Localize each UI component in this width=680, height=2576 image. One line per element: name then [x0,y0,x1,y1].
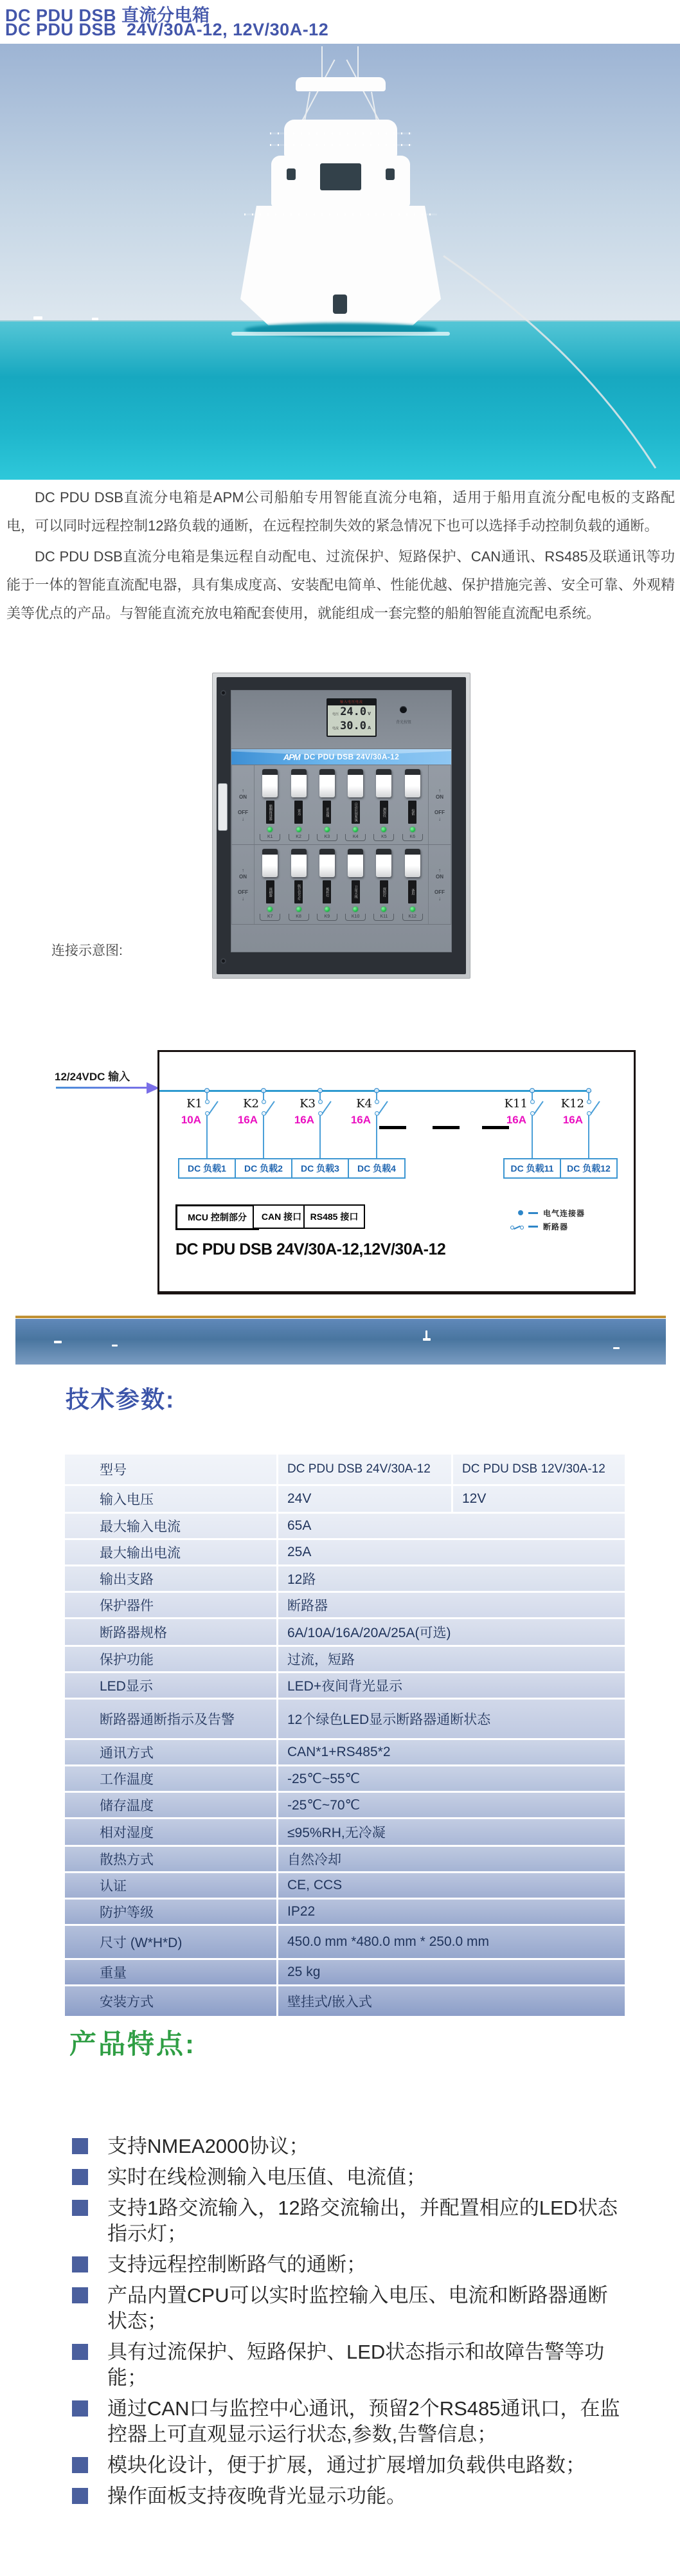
legend-label: 断路器 [543,1222,569,1231]
dc-load-box: DC 负载4 [348,1158,406,1179]
breaker-id-K12: K12 [402,914,423,921]
connector-dot-icon [518,1210,523,1215]
feature-text: 通过CAN口与监控中心通讯，预留2个RS485通讯口，在监控器上可直观显示运行状态,参数,告警信息； [107,2397,620,2445]
on-off-scale [428,845,451,924]
spec-value-2: DC PDU DSB 12V/30A-12 [462,1462,605,1476]
breaker-switch-K1[interactable] [262,769,278,797]
breaker-terminal [587,1100,591,1104]
bullet-square-icon [72,2200,88,2216]
feature-item-0 [72,2134,631,2159]
breaker-id-K11: K11 [373,914,394,921]
features-heading: 产品特点: [69,2029,196,2059]
breaker-name: K3 [300,1097,316,1111]
features-list [72,2134,631,2509]
status-led-K5 [381,827,386,832]
breaker-unit [257,849,283,924]
branch-wire [263,1115,264,1158]
spec-label: 工作温度 [65,1766,278,1791]
bullet-square-icon [72,2457,88,2473]
branch-wire [376,1092,377,1100]
status-led-K4 [353,827,358,832]
spec-label: 保护器件 [65,1593,278,1617]
spec-value: 过流，短路 [287,1653,355,1667]
device-photo [212,673,470,979]
spec-value: 25 kg [287,1964,321,1979]
status-led-K12 [410,907,415,912]
spec-label: 输出支路 [65,1566,278,1591]
breaker-switch-K8[interactable] [291,849,307,877]
spec-value: 12个绿色LED显示断路器通断状态 [287,1712,491,1727]
spec-label: 最大输入电流 [65,1514,278,1538]
on-label: ON [436,873,443,880]
breaker-switch-K5[interactable] [376,769,391,797]
control-box-0: MCU 控制部分 [175,1204,259,1230]
breaker-name: K4 [356,1097,372,1111]
breaker-switch-K10[interactable] [348,849,363,877]
spec-row-8 [65,1673,625,1698]
spec-value: 12路 [287,1572,316,1587]
load-tag-K11: 探照灯 [380,880,388,903]
branch-wire [532,1092,533,1100]
spec-label: 输入电压 [65,1486,278,1512]
load-tag-K6: 电笛 [408,801,416,824]
breaker-terminal [205,1100,210,1104]
arrow-up-icon: ↑ [242,787,244,794]
spec-row-5 [65,1593,625,1617]
spec-row-7 [65,1647,625,1671]
status-led-K10 [353,907,358,912]
off-label: OFF [434,809,445,815]
breaker-id-K10: K10 [345,914,366,921]
spec-row-12 [65,1793,625,1817]
spec-label: 重量 [65,1960,278,1984]
spec-value: 壁挂式/嵌入式 [287,1995,372,2009]
bullet-square-icon [72,2488,88,2504]
status-led-K8 [296,907,301,912]
spec-label: 防护等级 [65,1900,278,1924]
breaker-switch-K12[interactable] [405,849,420,877]
breaker-unit [314,849,340,924]
omitted-branches-dash [433,1126,460,1129]
spec-row-0 [65,1455,625,1484]
current-label: 电流 [332,727,339,730]
spec-value-1: DC PDU DSB 24V/30A-12 [278,1455,453,1484]
arrow-down-icon: ↓ [438,895,441,902]
spec-row-6 [65,1619,625,1645]
backlight-button[interactable] [400,706,407,713]
legend-dash-icon [528,1212,538,1214]
spec-row-14 [65,1847,625,1871]
dc-input-label: 12/24VDC 输入 [55,1071,130,1083]
breaker-rating: 16A [237,1114,258,1126]
spec-label: 保护功能 [65,1647,278,1671]
branch-wire [206,1115,208,1158]
spec-label: 安装方式 [65,1986,278,2016]
distant-boat [112,1345,118,1347]
branch-wire [206,1092,208,1100]
breaker-unit [286,769,312,844]
breaker-switch-K3[interactable] [319,769,335,797]
feature-text: 操作面板支持夜晚背光显示功能。 [107,2485,406,2507]
front-panel [231,690,452,952]
current-unit: A [367,726,371,730]
spec-label: 散热方式 [65,1847,278,1871]
feature-item-1 [72,2164,631,2190]
arrow-down-icon: ↓ [438,815,441,822]
intro-paragraph-1: DC PDU DSB直流分电箱是APM公司船舶专用智能直流分电箱，适用于船用直流分配电板的支路配电，可以同时远程控制12路负载的通断，在远程控制失效的紧急情况下也可以选择手动控制负载的通断。 [6,489,675,534]
breaker-symbol-icon [510,1223,523,1229]
breaker-unit [400,769,425,844]
screw [220,690,226,696]
on-off-scale [231,845,255,924]
spec-value: IP22 [287,1904,316,1919]
mooring-rope [0,44,680,480]
spec-label: 断路器通断指示及告警 [65,1700,278,1738]
breaker-rating: 16A [294,1114,314,1126]
distant-boat [613,1347,620,1349]
page-title-line2: DC PDU DSB 24V/30A-12, 12V/30A-12 [5,20,329,39]
spec-row-15 [65,1873,625,1898]
wiring-diagram [157,1050,636,1294]
on-label: ON [436,794,443,800]
arrow-up-icon: ↑ [242,867,244,873]
feature-item-3 [72,2252,631,2278]
breaker-switch-K2[interactable] [291,769,307,797]
spec-label: 尺寸 (W*H*D) [65,1926,278,1958]
breaker-id-K6: K6 [402,834,423,841]
stripe-model-text: DC PDU DSB 24V/30A-12 [303,752,400,761]
spec-value: -25℃~55℃ [287,1771,361,1786]
voltage-value: 24.0 [340,705,367,718]
spec-row-1 [65,1486,625,1512]
breaker-switch-K7[interactable] [262,849,278,877]
legend-row [499,1222,585,1231]
arrow-down-icon: ↓ [242,815,244,822]
breaker-id-K7: K7 [260,914,280,921]
breaker-terminal [262,1100,266,1104]
off-label: OFF [238,889,248,895]
spec-value: CAN*1+RS485*2 [287,1745,391,1759]
model-stripe [231,749,451,765]
breaker-unit [286,849,312,924]
distant-boat [54,1341,62,1343]
spec-label: 型号 [65,1455,278,1484]
legend-label: 电气连接器 [543,1208,586,1218]
spec-label: LED显示 [65,1673,278,1698]
omitted-branches-dash [379,1126,406,1129]
branch-wire [319,1092,321,1100]
spec-row-2 [65,1514,625,1538]
on-off-scale [231,765,255,844]
spec-label: 相对湿度 [65,1819,278,1845]
feature-text: 支持1路交流输入，12路交流输出，并配置相应的LED状态指示灯； [107,2197,618,2245]
hero-yacht-photo [0,44,680,480]
spec-row-17 [65,1926,625,1958]
branch-wire [376,1115,377,1158]
spec-value-2: 12V [462,1491,487,1506]
bullet-square-icon [72,2169,88,2185]
breaker-id-K2: K2 [289,834,309,841]
spec-value: LED+夜间背光显示 [287,1679,403,1694]
sailboat-hull [423,1338,431,1341]
feature-item-5 [72,2339,631,2391]
branch-wire [319,1115,321,1158]
diagram-title: DC PDU DSB 24V/30A-12,12V/30A-12 [175,1240,446,1258]
load-tag-K8: 航行信号灯 [294,880,303,903]
voltage-label: 电压 [332,712,339,716]
load-tag-K1: 艏侧推进器 [266,801,274,824]
spec-row-16 [65,1900,625,1924]
breaker-rating: 10A [181,1114,201,1126]
arrow-down-icon: ↓ [242,895,244,902]
specs-heading: 技术参数: [66,1386,175,1413]
breaker-id-K1: K1 [260,834,280,841]
breaker-unit [343,769,368,844]
brand-logo: APM [283,752,300,762]
spec-row-18 [65,1960,625,1984]
spec-value: ≤95%RH,无冷凝 [287,1826,386,1840]
feature-item-4 [72,2283,631,2334]
legend-dash-icon [528,1226,538,1228]
breaker-id-K9: K9 [317,914,337,921]
on-label: ON [239,873,247,880]
breaker-terminal [318,1100,323,1104]
breaker-switch-K11[interactable] [376,849,391,877]
breaker-id-K4: K4 [345,834,366,841]
breaker-id-K5: K5 [373,834,394,841]
current-value: 30.0 [340,720,366,732]
spec-row-4 [65,1566,625,1591]
sea-banner-photo [15,1319,666,1365]
diagram-legend [499,1208,585,1231]
breaker-unit [314,769,340,844]
breaker-unit [343,849,368,924]
load-tag-K10: 卫星天线 [352,880,360,903]
spec-row-10 [65,1740,625,1764]
legend-row [499,1208,585,1217]
off-label: OFF [434,889,445,895]
breaker-switch-K9[interactable] [319,849,335,877]
bullet-square-icon [72,2400,88,2417]
spec-value: 450.0 mm *480.0 mm * 250.0 mm [287,1934,489,1949]
dc-input-line [56,1087,148,1089]
bullet-square-icon [72,2287,88,2303]
feature-text: 模块化设计，便于扩展，通过扩展增加负载供电路数； [107,2454,586,2476]
spec-value: 6A/10A/16A/20A/25A(可选) [287,1626,451,1640]
screw [220,958,226,964]
breaker-unit [400,849,425,924]
on-off-scale [428,765,451,844]
breaker-name: K2 [243,1097,259,1111]
arrow-up-icon: ↑ [438,867,441,873]
bullet-square-icon [72,2344,88,2360]
omitted-branches-dash [482,1126,509,1129]
feature-text: 具有过流保护、短路保护、LED状态指示和故障告警等功能； [107,2341,605,2389]
bullet-square-icon [72,2256,88,2272]
voltage-unit: V [368,712,371,716]
breaker-unit [257,769,283,844]
spec-label: 储存温度 [65,1793,278,1817]
breaker-terminal [530,1100,535,1104]
spec-value: CE, CCS [287,1878,343,1892]
load-tag-K4: 自动识别系统 [352,801,360,824]
spec-row-9 [65,1700,625,1738]
branch-wire [263,1092,264,1100]
gold-divider [15,1316,666,1318]
breaker-switch-K4[interactable] [348,769,363,797]
lcd-display [327,698,377,737]
spec-value-1: 24V [278,1486,453,1512]
feature-text: 支持远程控制断路气的通断； [107,2253,366,2276]
feature-text: 产品内置CPU可以实时监控输入电压、电流和断路器通断状态； [107,2284,608,2332]
breaker-units [255,765,428,844]
breaker-rating: 16A [562,1114,583,1126]
breaker-rating: 16A [350,1114,371,1126]
breaker-id-K3: K3 [317,834,337,841]
device-bezel [217,677,466,974]
spec-value: 断路器 [287,1599,328,1613]
spec-row-3 [65,1540,625,1565]
spec-value: 自然冷却 [287,1853,341,1867]
branch-wire [532,1115,533,1158]
dc-load-box: DC 负载1 [178,1158,236,1179]
status-led-K6 [410,827,415,832]
control-box-1: CAN 接口 [253,1204,310,1229]
breaker-rating: 16A [506,1114,526,1126]
feature-text: 支持NMEA2000协议； [107,2135,309,2157]
spec-label: 认证 [65,1873,278,1898]
load-tag-K7: 雨刷器 [266,880,274,903]
feature-item-8 [72,2483,631,2509]
connection-caption: 连接示意图: [51,943,123,958]
intro-paragraph-2: DC PDU DSB直流分电箱是集远程自动配电、过流保护、短路保护、CAN通讯、RS485及联通讯等功能于一体的智能直流配电器，具有集成度高、安装配电简单、性能优越、保护措施完善、安全可靠、外观精美等优点的产品。与智能直流充放电箱配套使用，就能组成一套完整的船舶智能直流配电系统。 [6,549,675,621]
spec-label: 最大输出电流 [65,1540,278,1565]
status-led-K7 [267,907,273,912]
load-tag-K2: 雷达 [294,801,303,824]
side-handle [218,783,228,831]
load-tag-K5: 测深仪 [380,801,388,824]
feature-text: 实时在线检测输入电压值、电流值； [107,2166,426,2188]
dc-load-box: DC 负载12 [560,1158,618,1179]
breaker-row-2 [231,845,451,925]
feature-item-6 [72,2396,631,2447]
breaker-name: K12 [560,1097,584,1111]
breaker-terminal [375,1100,379,1104]
status-led-K1 [267,827,273,832]
specs-table [65,1455,625,2018]
breaker-units [255,845,428,924]
page-title-line1: DC PDU DSB 直流分电箱 [5,6,210,25]
backlight-button-label: 背光按钮 [395,721,411,725]
breaker-id-K8: K8 [289,914,309,921]
spec-row-11 [65,1766,625,1791]
branch-wire [588,1092,589,1100]
lcd-header: 输入电压电流 [328,700,375,705]
spec-value: 65A [287,1518,312,1533]
feature-item-2 [72,2195,631,2247]
branch-wire [588,1115,589,1158]
spec-value: -25℃~70℃ [287,1797,361,1813]
status-led-K3 [325,827,330,832]
dc-load-box: DC 负载11 [503,1158,561,1179]
display-section [231,691,451,749]
breaker-row-1 [231,765,451,845]
dc-load-box: DC 负载2 [235,1158,292,1179]
spec-value: 25A [287,1545,312,1559]
dc-load-box: DC 负载3 [291,1158,349,1179]
bullet-square-icon [72,2138,88,2154]
breaker-name: K1 [186,1097,202,1111]
breaker-unit [371,769,397,844]
arrow-up-icon: ↑ [438,787,441,794]
spec-label: 断路器规格 [65,1619,278,1645]
on-label: ON [239,794,247,800]
status-led-K2 [296,827,301,832]
load-tag-K12: 备用 [408,880,416,903]
breaker-switch-K6[interactable] [405,769,420,797]
load-tag-K9: 桅杆灯 [323,880,331,903]
spec-row-19 [65,1986,625,2016]
breaker-name: K11 [504,1097,528,1111]
spec-label: 通讯方式 [65,1740,278,1764]
status-led-K11 [381,907,386,912]
load-tag-K3: 甚高频 [323,801,331,824]
feature-item-7 [72,2453,631,2478]
control-box-2: RS485 接口 [303,1204,365,1229]
breaker-unit [371,849,397,924]
status-led-K9 [325,907,330,912]
spec-row-13 [65,1819,625,1845]
off-label: OFF [238,809,248,815]
